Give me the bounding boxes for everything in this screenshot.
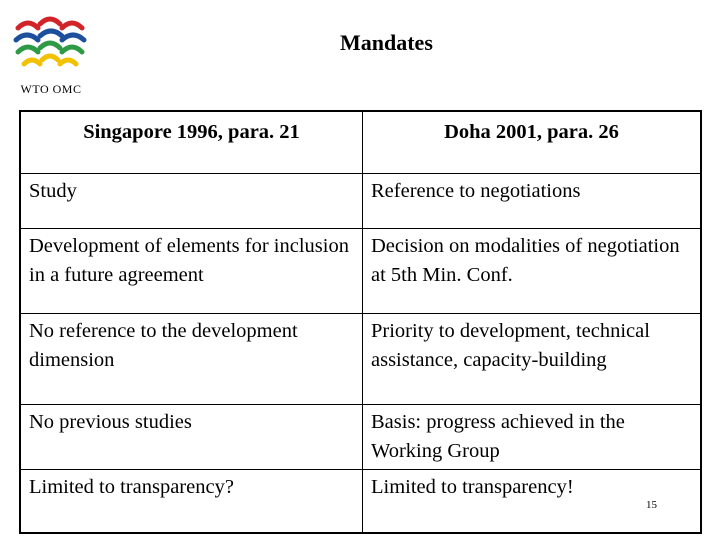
column-header-singapore: Singapore 1996, para. 21	[20, 111, 363, 174]
wto-logo	[10, 8, 92, 100]
table-cell: Limited to transparency?	[20, 470, 363, 534]
logo-text: WTO OMC	[20, 82, 82, 96]
table-cell: Basis: progress achieved in the Working Group	[363, 405, 702, 470]
table-cell: Priority to development, technical assistance, capacity-building	[363, 314, 702, 405]
page-number: 15	[646, 499, 657, 511]
table-row	[20, 405, 701, 470]
table-cell: Development of elements for inclusion in a future agreement	[20, 229, 363, 314]
table-row	[20, 470, 701, 534]
table-cell: Limited to transparency!	[363, 470, 702, 534]
wto-emblem-icon	[10, 8, 92, 80]
table-cell: No previous studies	[20, 405, 363, 470]
column-header-doha: Doha 2001, para. 26	[363, 111, 702, 174]
table-header-row	[20, 111, 701, 174]
table-cell: No reference to the development dimension	[20, 314, 363, 405]
table-row	[20, 314, 701, 405]
table-row	[20, 174, 701, 229]
mandates-table	[19, 110, 702, 534]
page-title: Mandates	[340, 30, 433, 55]
table-cell: Study	[20, 174, 363, 229]
table-cell: Decision on modalities of negotiation at 5th Min. Conf.	[363, 229, 702, 314]
table-row	[20, 229, 701, 314]
table-cell: Reference to negotiations	[363, 174, 702, 229]
